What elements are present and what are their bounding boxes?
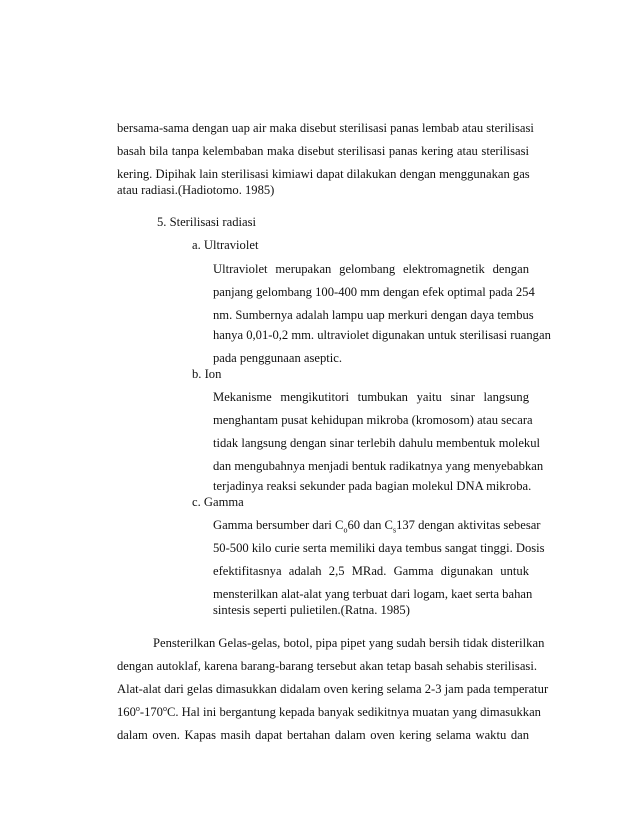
paragraph-line: Alat-alat dari gelas dimasukkan didalam oven kering selama 2-3 jam pada temperatur [117, 682, 549, 696]
list-item-line: hanya 0,01-0,2 mm. ultraviolet digunakan untuk sterilisasi ruangan [213, 328, 551, 342]
paragraph-line: 160$^o$-170$^o$C. Hal ini bergantung kepada banyak sedikitnya muatan yang dimasukkan [117, 703, 541, 719]
list-item-line: terjadinya reaksi sekunder pada bagian molekul DNA mikroba. [213, 479, 532, 493]
paragraph-line: kering. Dipihak lain sterilisasi kimiawi dapat dilakukan dengan menggunakan gas [117, 167, 530, 181]
list-item-line: Ultraviolet merupakan gelombang elektromagnetik dengan [213, 262, 529, 276]
list-item-line: nm. Sumbernya adalah lampu uap merkuri dengan daya tembus [213, 308, 534, 322]
list-item-line: panjang gelombang 100-400 mm dengan efek optimal pada 254 [213, 285, 535, 299]
list-item-label: a. Ultraviolet [192, 238, 259, 252]
list-item-line: sintesis seperti pulietilen.(Ratna. 1985) [213, 603, 410, 617]
list-item-line: dan mengubahnya menjadi bentuk radikatnya yang menyebabkan [213, 459, 544, 473]
section-heading: 5. Sterilisasi radiasi [157, 215, 256, 229]
list-item-line: pada penggunaan aseptic. [213, 351, 343, 365]
paragraph-line: basah bila tanpa kelembaban maka disebut sterilisasi panas kering atau sterilisasi [117, 144, 529, 158]
list-item-line: efektifitasnya adalah 2,5 MRad. Gamma digunakan untuk [213, 564, 529, 578]
list-item-line: Gamma bersumber dari $C_o60$ dan $C_s137$ dengan aktivitas sebesar [213, 518, 541, 535]
list-item-label: b. Ion [192, 367, 222, 381]
list-item-line: mensterilkan alat-alat yang terbuat dari logam, kaet serta bahan [213, 587, 533, 601]
list-item-line: 50-500 kilo curie serta memiliki daya tembus sangat tinggi. Dosis [213, 541, 545, 555]
paragraph-line: Pensterilkan Gelas-gelas, botol, pipa pipet yang sudah bersih tidak disterilkan [153, 636, 545, 650]
paragraph-line: dalam oven. Kapas masih dapat bertahan dalam oven kering selama waktu dan [117, 728, 529, 742]
list-item-line: Mekanisme mengikutitori tumbukan yaitu sinar langsung [213, 390, 529, 404]
list-item-label: c. Gamma [192, 495, 244, 509]
list-item-line: tidak langsung dengan sinar terlebih dahulu membentuk molekul [213, 436, 541, 450]
paragraph-line: dengan autoklaf, karena barang-barang tersebut akan tetap basah sehabis sterilisasi. [117, 659, 537, 673]
paragraph-line: bersama-sama dengan uap air maka disebut sterilisasi panas lembab atau sterilisasi [117, 121, 534, 135]
paragraph-line: atau radiasi.(Hadiotomo. 1985) [117, 183, 275, 197]
list-item-line: menghantam pusat kehidupan mikroba (kromosom) atau secara [213, 413, 533, 427]
